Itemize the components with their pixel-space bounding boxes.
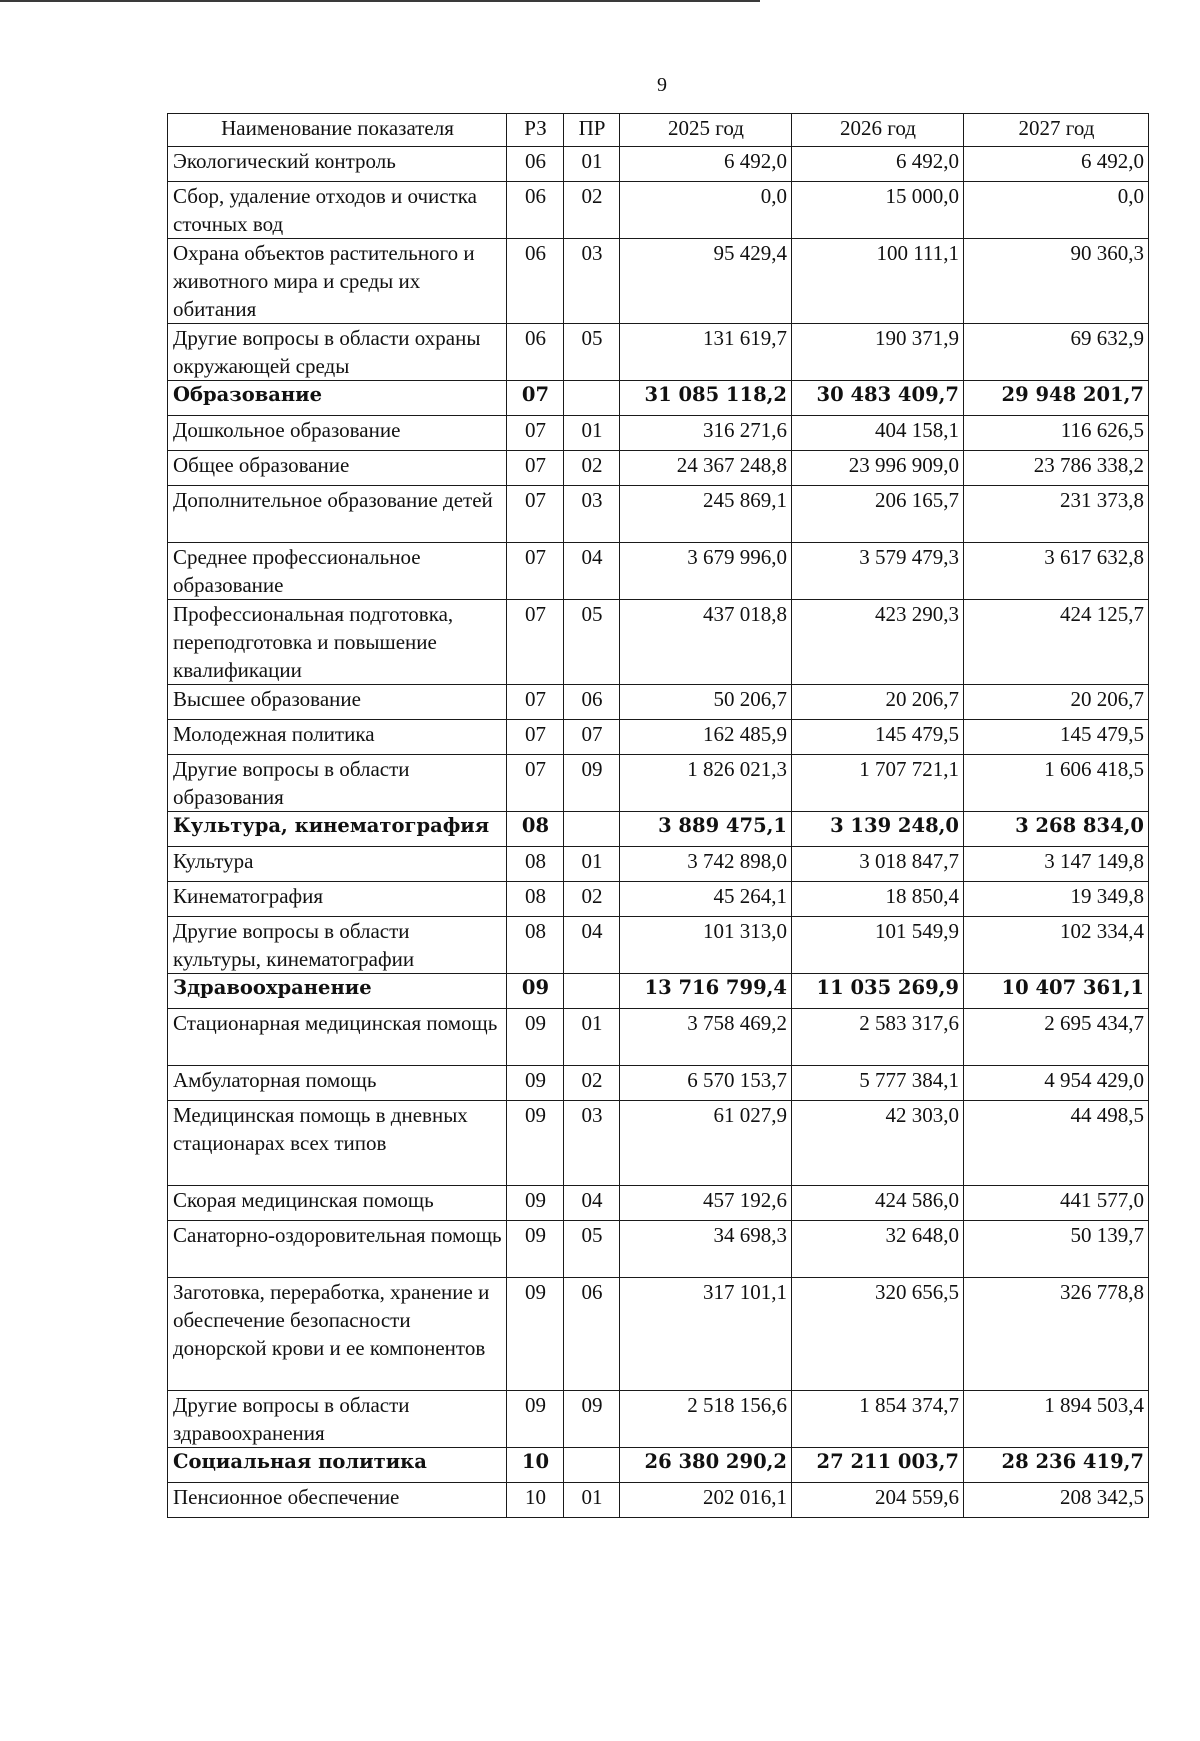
table-row (168, 416, 1149, 451)
cell-rz: 07 (507, 600, 564, 685)
cell-2025: 61 027,9 (620, 1101, 792, 1186)
cell-name: Заготовка, переработка, хранение и обеспечение безопасности донорской крови и ее компонентов (168, 1278, 507, 1391)
cell-rz: 07 (507, 543, 564, 600)
cell-2025: 3 889 475,1 (620, 812, 792, 847)
cell-2027: 441 577,0 (964, 1186, 1149, 1221)
cell-2025: 317 101,1 (620, 1278, 792, 1391)
cell-pr: 04 (564, 1186, 620, 1221)
cell-2026: 206 165,7 (792, 486, 964, 543)
cell-2026: 6 492,0 (792, 147, 964, 182)
table-row (168, 1278, 1149, 1391)
cell-2025: 2 518 156,6 (620, 1391, 792, 1448)
cell-2026: 204 559,6 (792, 1483, 964, 1518)
cell-name: Стационарная медицинская помощь (168, 1009, 507, 1066)
cell-2025: 6 492,0 (620, 147, 792, 182)
cell-2027: 28 236 419,7 (964, 1448, 1149, 1483)
cell-rz: 06 (507, 324, 564, 381)
cell-2025: 245 869,1 (620, 486, 792, 543)
cell-2025: 202 016,1 (620, 1483, 792, 1518)
cell-rz: 06 (507, 182, 564, 239)
cell-2027: 90 360,3 (964, 239, 1149, 324)
cell-rz: 08 (507, 917, 564, 974)
cell-rz: 08 (507, 847, 564, 882)
cell-2027: 69 632,9 (964, 324, 1149, 381)
cell-pr: 02 (564, 182, 620, 239)
table-row (168, 182, 1149, 239)
table-row (168, 882, 1149, 917)
cell-2026: 424 586,0 (792, 1186, 964, 1221)
table-row (168, 1101, 1149, 1186)
cell-2026: 32 648,0 (792, 1221, 964, 1278)
cell-name: Сбор, удаление отходов и очистка сточных вод (168, 182, 507, 239)
cell-2027: 116 626,5 (964, 416, 1149, 451)
cell-2025: 45 264,1 (620, 882, 792, 917)
cell-2027: 44 498,5 (964, 1101, 1149, 1186)
cell-2026: 3 579 479,3 (792, 543, 964, 600)
cell-rz: 10 (507, 1448, 564, 1483)
cell-name: Дошкольное образование (168, 416, 507, 451)
cell-name: Санаторно-оздоровительная помощь (168, 1221, 507, 1278)
section-row-healthcare (168, 974, 1149, 1009)
cell-pr: 01 (564, 147, 620, 182)
cell-rz: 09 (507, 1278, 564, 1391)
cell-rz: 09 (507, 974, 564, 1009)
top-scan-border (0, 0, 760, 2)
cell-2025: 34 698,3 (620, 1221, 792, 1278)
cell-rz: 07 (507, 451, 564, 486)
cell-rz: 09 (507, 1009, 564, 1066)
cell-2026: 145 479,5 (792, 720, 964, 755)
cell-2027: 20 206,7 (964, 685, 1149, 720)
cell-name: Амбулаторная помощь (168, 1066, 507, 1101)
cell-pr (564, 974, 620, 1009)
header-rz: РЗ (507, 114, 564, 147)
cell-2025: 0,0 (620, 182, 792, 239)
table-header-row (168, 114, 1149, 147)
cell-2025: 3 758 469,2 (620, 1009, 792, 1066)
cell-pr: 05 (564, 600, 620, 685)
cell-name: Молодежная политика (168, 720, 507, 755)
cell-pr (564, 1448, 620, 1483)
cell-name: Медицинская помощь в дневных стационарах всех типов (168, 1101, 507, 1186)
cell-2026: 1 707 721,1 (792, 755, 964, 812)
table-row (168, 239, 1149, 324)
cell-pr: 02 (564, 451, 620, 486)
cell-2026: 42 303,0 (792, 1101, 964, 1186)
cell-pr: 03 (564, 486, 620, 543)
table-row (168, 917, 1149, 974)
cell-pr: 05 (564, 1221, 620, 1278)
cell-name: Среднее профессиональное образование (168, 543, 507, 600)
cell-pr: 09 (564, 1391, 620, 1448)
table-row (168, 451, 1149, 486)
table-row (168, 847, 1149, 882)
section-row-culture (168, 812, 1149, 847)
cell-pr: 06 (564, 1278, 620, 1391)
table-row (168, 600, 1149, 685)
cell-2026: 27 211 003,7 (792, 1448, 964, 1483)
cell-name: Социальная политика (168, 1448, 507, 1483)
cell-2027: 145 479,5 (964, 720, 1149, 755)
cell-rz: 07 (507, 486, 564, 543)
cell-pr: 02 (564, 882, 620, 917)
cell-2026: 18 850,4 (792, 882, 964, 917)
cell-name: Дополнительное образование детей (168, 486, 507, 543)
cell-2025: 457 192,6 (620, 1186, 792, 1221)
table-row (168, 1066, 1149, 1101)
cell-pr (564, 381, 620, 416)
cell-2026: 100 111,1 (792, 239, 964, 324)
cell-2027: 4 954 429,0 (964, 1066, 1149, 1101)
table-row (168, 1391, 1149, 1448)
cell-pr (564, 812, 620, 847)
header-pr: ПР (564, 114, 620, 147)
cell-rz: 07 (507, 720, 564, 755)
cell-name: Другие вопросы в области здравоохранения (168, 1391, 507, 1448)
cell-2026: 320 656,5 (792, 1278, 964, 1391)
cell-name: Скорая медицинская помощь (168, 1186, 507, 1221)
table-row (168, 755, 1149, 812)
table-row (168, 685, 1149, 720)
cell-2027: 3 617 632,8 (964, 543, 1149, 600)
page-number: 9 (657, 74, 667, 96)
cell-2027: 10 407 361,1 (964, 974, 1149, 1009)
table-row (168, 1186, 1149, 1221)
cell-rz: 07 (507, 755, 564, 812)
cell-2027: 2 695 434,7 (964, 1009, 1149, 1066)
cell-2026: 3 018 847,7 (792, 847, 964, 882)
table-row (168, 1483, 1149, 1518)
cell-2027: 326 778,8 (964, 1278, 1149, 1391)
cell-pr: 01 (564, 1009, 620, 1066)
table-row (168, 1009, 1149, 1066)
cell-rz: 06 (507, 239, 564, 324)
cell-pr: 07 (564, 720, 620, 755)
table-row (168, 1221, 1149, 1278)
cell-name: Другие вопросы в области культуры, кинематографии (168, 917, 507, 974)
cell-2025: 101 313,0 (620, 917, 792, 974)
cell-rz: 06 (507, 147, 564, 182)
cell-rz: 09 (507, 1066, 564, 1101)
cell-2026: 20 206,7 (792, 685, 964, 720)
cell-rz: 09 (507, 1221, 564, 1278)
budget-table (167, 113, 1149, 1518)
cell-2025: 6 570 153,7 (620, 1066, 792, 1101)
cell-rz: 09 (507, 1186, 564, 1221)
cell-2025: 131 619,7 (620, 324, 792, 381)
cell-2026: 11 035 269,9 (792, 974, 964, 1009)
cell-name: Экологический контроль (168, 147, 507, 182)
cell-rz: 07 (507, 381, 564, 416)
cell-2027: 6 492,0 (964, 147, 1149, 182)
cell-pr: 03 (564, 1101, 620, 1186)
cell-2027: 3 147 149,8 (964, 847, 1149, 882)
cell-2026: 190 371,9 (792, 324, 964, 381)
cell-pr: 05 (564, 324, 620, 381)
table-row (168, 486, 1149, 543)
cell-2026: 423 290,3 (792, 600, 964, 685)
cell-2025: 50 206,7 (620, 685, 792, 720)
cell-2026: 15 000,0 (792, 182, 964, 239)
cell-2027: 1 894 503,4 (964, 1391, 1149, 1448)
table-row (168, 324, 1149, 381)
cell-name: Другие вопросы в области охраны окружающей среды (168, 324, 507, 381)
cell-2027: 23 786 338,2 (964, 451, 1149, 486)
cell-name: Здравоохранение (168, 974, 507, 1009)
cell-2026: 30 483 409,7 (792, 381, 964, 416)
cell-2027: 3 268 834,0 (964, 812, 1149, 847)
cell-rz: 07 (507, 416, 564, 451)
cell-2026: 23 996 909,0 (792, 451, 964, 486)
cell-pr: 01 (564, 847, 620, 882)
header-2025: 2025 год (620, 114, 792, 147)
cell-2025: 316 271,6 (620, 416, 792, 451)
cell-name: Профессиональная подготовка, переподготовка и повышение квалификации (168, 600, 507, 685)
header-name: Наименование показателя (168, 114, 507, 147)
cell-2027: 231 373,8 (964, 486, 1149, 543)
cell-2025: 1 826 021,3 (620, 755, 792, 812)
cell-2025: 31 085 118,2 (620, 381, 792, 416)
table-row (168, 147, 1149, 182)
cell-2027: 29 948 201,7 (964, 381, 1149, 416)
cell-pr: 01 (564, 416, 620, 451)
cell-2027: 208 342,5 (964, 1483, 1149, 1518)
cell-2026: 404 158,1 (792, 416, 964, 451)
cell-pr: 04 (564, 543, 620, 600)
cell-name: Пенсионное обеспечение (168, 1483, 507, 1518)
cell-name: Культура, кинематография (168, 812, 507, 847)
section-row-social-policy (168, 1448, 1149, 1483)
cell-name: Охрана объектов растительного и животного мира и среды их обитания (168, 239, 507, 324)
cell-pr: 02 (564, 1066, 620, 1101)
header-2027: 2027 год (964, 114, 1149, 147)
cell-2027: 424 125,7 (964, 600, 1149, 685)
cell-name: Культура (168, 847, 507, 882)
table-row (168, 720, 1149, 755)
cell-2026: 2 583 317,6 (792, 1009, 964, 1066)
cell-rz: 10 (507, 1483, 564, 1518)
cell-2025: 3 679 996,0 (620, 543, 792, 600)
cell-pr: 04 (564, 917, 620, 974)
cell-rz: 09 (507, 1391, 564, 1448)
cell-2026: 3 139 248,0 (792, 812, 964, 847)
cell-2026: 1 854 374,7 (792, 1391, 964, 1448)
cell-2027: 102 334,4 (964, 917, 1149, 974)
cell-rz: 08 (507, 812, 564, 847)
cell-name: Другие вопросы в области образования (168, 755, 507, 812)
table-row (168, 543, 1149, 600)
header-2026: 2026 год (792, 114, 964, 147)
cell-pr: 03 (564, 239, 620, 324)
cell-name: Общее образование (168, 451, 507, 486)
section-row-education (168, 381, 1149, 416)
cell-2027: 19 349,8 (964, 882, 1149, 917)
cell-name: Кинематография (168, 882, 507, 917)
cell-2025: 162 485,9 (620, 720, 792, 755)
cell-2026: 101 549,9 (792, 917, 964, 974)
cell-2027: 1 606 418,5 (964, 755, 1149, 812)
cell-2025: 3 742 898,0 (620, 847, 792, 882)
cell-2027: 0,0 (964, 182, 1149, 239)
cell-2027: 50 139,7 (964, 1221, 1149, 1278)
cell-pr: 06 (564, 685, 620, 720)
cell-pr: 09 (564, 755, 620, 812)
cell-name: Высшее образование (168, 685, 507, 720)
cell-name: Образование (168, 381, 507, 416)
cell-2025: 95 429,4 (620, 239, 792, 324)
cell-rz: 08 (507, 882, 564, 917)
cell-rz: 09 (507, 1101, 564, 1186)
cell-2025: 13 716 799,4 (620, 974, 792, 1009)
cell-2025: 24 367 248,8 (620, 451, 792, 486)
cell-2025: 437 018,8 (620, 600, 792, 685)
cell-pr: 01 (564, 1483, 620, 1518)
cell-rz: 07 (507, 685, 564, 720)
cell-2025: 26 380 290,2 (620, 1448, 792, 1483)
cell-2026: 5 777 384,1 (792, 1066, 964, 1101)
